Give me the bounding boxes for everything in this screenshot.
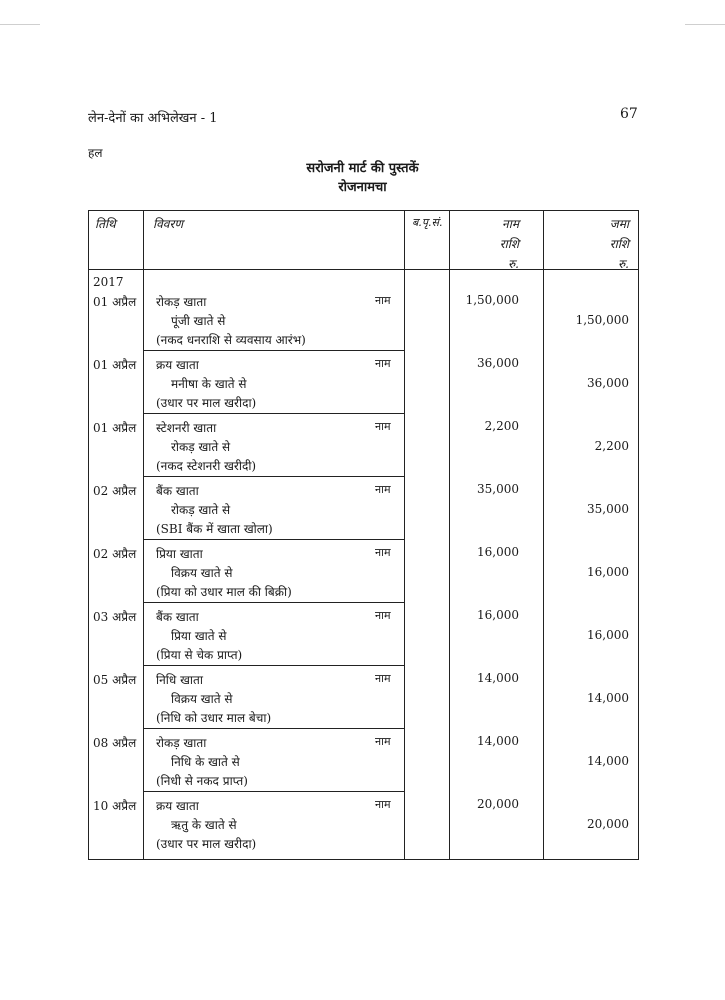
crop-mark-right	[685, 24, 725, 25]
col-header-debit-2: राशि	[499, 237, 519, 251]
crop-mark-left	[0, 24, 40, 25]
entry-dr-marker: नाम	[375, 798, 391, 811]
entry-credit-account: रोकड़ खाते से	[171, 503, 231, 517]
entry-debit-account: रोकड़ खाता	[156, 736, 207, 750]
entry-debit-account: प्रिया खाता	[156, 547, 203, 561]
entry-debit-amount: 16,000	[477, 608, 519, 622]
entry-narration: (निधी से नकद प्राप्त)	[156, 774, 248, 788]
entry-debit-amount: 36,000	[477, 356, 519, 370]
col-header-particulars: विवरण	[153, 217, 184, 231]
entry-debit-amount: 14,000	[477, 734, 519, 748]
col-header-credit-1: जमा	[609, 217, 629, 231]
entry-credit-amount: 14,000	[587, 754, 629, 768]
entry-date: 02 अप्रैल	[93, 484, 137, 498]
entry-date: 05 अप्रैल	[93, 673, 137, 687]
col-header-debit-1: नाम	[502, 217, 519, 231]
entry-dr-marker: नाम	[375, 357, 391, 370]
col-divider-date	[143, 211, 144, 859]
entry-credit-amount: 16,000	[587, 628, 629, 642]
entry-credit-account: प्रिया खाते से	[171, 629, 227, 643]
entry-date: 02 अप्रैल	[93, 547, 137, 561]
entry-debit-account: क्रय खाता	[156, 799, 199, 813]
entry-credit-account: निधि के खाते से	[171, 755, 240, 769]
entry-debit-amount: 2,200	[484, 419, 519, 433]
running-head: लेन-देनों का अभिलेखन - 1	[88, 111, 218, 126]
entry-narration: (SBI बैंक में खाता खोला)	[156, 522, 273, 536]
col-divider-lf	[449, 211, 450, 859]
entry-divider	[143, 728, 404, 729]
entry-narration: (निधि को उधार माल बेचा)	[156, 711, 272, 725]
entry-debit-amount: 16,000	[477, 545, 519, 559]
entry-dr-marker: नाम	[375, 735, 391, 748]
entry-narration: (उधार पर माल खरीदा)	[156, 837, 257, 851]
col-header-date: तिथि	[95, 217, 116, 231]
entry-credit-account: विक्रय खाते से	[171, 692, 233, 706]
entry-debit-account: बैंक खाता	[156, 610, 199, 624]
journal-table	[88, 210, 639, 860]
col-header-debit-3: रु.	[508, 257, 519, 271]
entry-narration: (नकद धनराशि से व्यवसाय आरंभ)	[156, 333, 306, 347]
entry-credit-amount: 2,200	[594, 439, 629, 453]
entry-credit-account: पूंजी खाते से	[171, 314, 226, 328]
entry-date: 08 अप्रैल	[93, 736, 137, 750]
entry-divider	[143, 476, 404, 477]
col-divider-particulars	[404, 211, 405, 859]
entry-dr-marker: नाम	[375, 546, 391, 559]
entry-debit-amount: 1,50,000	[465, 293, 519, 307]
entry-debit-amount: 14,000	[477, 671, 519, 685]
entry-divider	[143, 602, 404, 603]
entry-dr-marker: नाम	[375, 294, 391, 307]
entry-narration: (उधार पर माल खरीदा)	[156, 396, 257, 410]
solution-label: हल	[88, 146, 103, 160]
entry-debit-account: निधि खाता	[156, 673, 203, 687]
entry-credit-amount: 1,50,000	[575, 313, 629, 327]
entry-dr-marker: नाम	[375, 420, 391, 433]
entry-debit-amount: 20,000	[477, 797, 519, 811]
year-label: 2017	[93, 275, 124, 289]
entry-narration: (प्रिया को उधार माल की बिक्री)	[156, 585, 292, 599]
entry-credit-account: रोकड़ खाते से	[171, 440, 231, 454]
col-header-credit-2: राशि	[609, 237, 629, 251]
entry-date: 01 अप्रैल	[93, 358, 137, 372]
entry-date: 03 अप्रैल	[93, 610, 137, 624]
entry-debit-account: क्रय खाता	[156, 358, 199, 372]
entry-divider	[143, 539, 404, 540]
entry-credit-amount: 35,000	[587, 502, 629, 516]
entry-narration: (नकद स्टेशनरी खरीदी)	[156, 459, 257, 473]
entry-date: 10 अप्रैल	[93, 799, 137, 813]
entry-divider	[143, 665, 404, 666]
entry-dr-marker: नाम	[375, 609, 391, 622]
page-number: 67	[620, 106, 638, 122]
entry-credit-account: ऋतु के खाते से	[171, 818, 237, 832]
entry-divider	[143, 350, 404, 351]
entry-debit-account: रोकड़ खाता	[156, 295, 207, 309]
col-header-lf: ब.पृ.सं.	[412, 216, 443, 229]
entry-narration: (प्रिया से चेक प्राप्त)	[156, 648, 243, 662]
entry-date: 01 अप्रैल	[93, 421, 137, 435]
journal-title: सरोजनी मार्ट की पुस्तकें	[306, 161, 419, 176]
entry-debit-account: स्टेशनरी खाता	[156, 421, 217, 435]
entry-dr-marker: नाम	[375, 672, 391, 685]
entry-debit-account: बैंक खाता	[156, 484, 199, 498]
entry-debit-amount: 35,000	[477, 482, 519, 496]
entry-dr-marker: नाम	[375, 483, 391, 496]
entry-credit-amount: 14,000	[587, 691, 629, 705]
entry-credit-account: मनीषा के खाते से	[171, 377, 247, 391]
entry-divider	[143, 791, 404, 792]
entry-divider	[143, 413, 404, 414]
entry-credit-amount: 20,000	[587, 817, 629, 831]
entry-date: 01 अप्रैल	[93, 295, 137, 309]
entry-credit-amount: 16,000	[587, 565, 629, 579]
entry-credit-amount: 36,000	[587, 376, 629, 390]
col-header-credit-3: रु.	[618, 257, 629, 271]
entry-credit-account: विक्रय खाते से	[171, 566, 233, 580]
journal-subtitle: रोजनामचा	[338, 180, 387, 195]
